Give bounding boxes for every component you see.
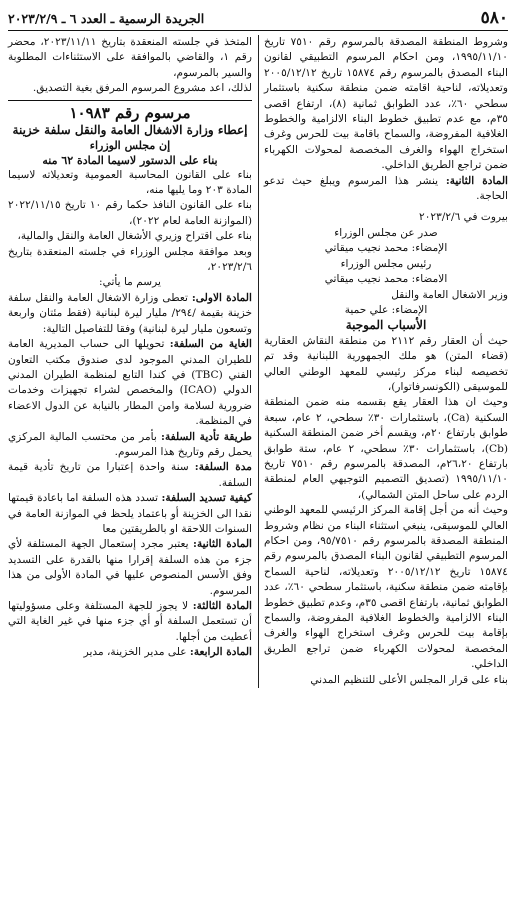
paragraph	[8, 291, 252, 337]
centered-line	[264, 241, 508, 256]
paragraph	[264, 395, 508, 503]
article-label: مدة السلفة:	[194, 461, 252, 474]
paragraph	[264, 673, 508, 688]
paragraph-text: بأمر من محتسب المالية المركزي يحمل رقم وتاريخ هذا المرسوم.	[8, 430, 252, 458]
paragraph-text: يرسم ما يأتي:	[99, 276, 161, 289]
paragraph	[8, 537, 252, 599]
paragraph-text: بناء على القانون النافذ حكما رقم ١٠ تاريخ ٢٠٢٢/١١/١٥ (الموازنة العامة لعام ٢٠٢٢)،	[8, 199, 252, 227]
paragraph-text: بناء على اقتراح وزيري الأشغال العامة والنقل والمالية،	[17, 230, 252, 243]
page-number: ٥٨٠	[480, 8, 508, 28]
paragraph-text: الامضاء: محمد نجيب ميقاتي	[324, 273, 448, 286]
paragraph-text: الإمضاء: محمد نجيب ميقاتي	[324, 242, 448, 255]
article-label: المادة الرابعة:	[189, 646, 252, 659]
paragraph	[264, 174, 508, 205]
paragraph-text: إن مجلس الوزراء	[89, 138, 171, 152]
centered-line	[264, 257, 508, 272]
centered-line	[264, 226, 508, 241]
paragraph-text: تسدد هذه السلفة اما باعادة قيمتها نقدا الى الخزينة أو باعتماد يلحظ في الموازنة العامة في السنوات اللاحقة او بالطريقتين معا	[8, 492, 252, 535]
paragraph	[8, 198, 252, 229]
paragraph-text: بناء على قرار المجلس الأعلى للتنظيم المدني	[310, 673, 508, 686]
paragraph-text: تعطى وزارة الاشغال العامة والنقل سلفة خزينة بقيمة /٢٩٤/ مليار ليرة لبنانية (فقط مئتان واربعة وتسعون مليار ليرة لبنانية) وفقا للتفاصيل التالية:	[8, 291, 252, 335]
paragraph-text: يعتبر مجرد إستعمال الجهة المستلفة لأي جزء من هذه السلفة إقرارا منها بالقدرة على التسديد وفق الأسس المنصوص عليها في المادة الأولى من هذا المرسوم.	[8, 538, 252, 597]
paragraph	[8, 337, 252, 429]
gazette-title: الجريدة الرسمية ـ العدد ٦ ـ ٢٠٢٣/٢/٩	[8, 10, 205, 26]
paragraph	[8, 81, 252, 96]
paragraph	[264, 334, 508, 396]
article-label: طريقة تأدية السلفة:	[161, 430, 252, 443]
paragraph	[8, 168, 252, 199]
divider	[8, 100, 252, 101]
page-header	[8, 6, 508, 31]
heading	[8, 138, 252, 153]
paragraph-text: تحويلها الى حساب المديرية العامة للطيران المدني الموجود لدى صندوق مكتب التعاون الفني (TBC) في كندا التابع لمنظمة الطيران المدني الدولي (ICAO) والمخصص لشراء تجهيزات وخدمات ضرورية لسلامة وامن المطار بالنيابة عن الدول الاعضاء في المنظمة.	[8, 338, 252, 428]
paragraph-text: بيروت في ٢٠٢٣/٢/٦	[419, 211, 508, 224]
article-label: كيفية تسديد السلفة:	[161, 492, 252, 505]
paragraph	[8, 229, 252, 244]
paragraph-text: وحيث ان هذا العقار يقع بقسمه منه ضمن المنطقة السكنية (Ca)، باستثمارات ٣٠٪ سطحي، ٢ عام، سبعة طوابق بارتفاع ٢٠م، ويقسم أخر ضمن المنطقة السكنية (Cb)، باستثمارات ٣٠٪ سطحي، ٢ عام، ستة طوابق بارتفاع ٢٦،٢٠م، المصدقة بالمرسوم رقم ٧٥١٠ تاريخ ١٩٩٥/١١/١٠ (تصديق التصميم التوجيهي العام لمنطقة الردم على ساحل المتن الشمالي)،	[264, 396, 509, 501]
paragraph-text: الإمضاء: علي حمية	[344, 303, 428, 316]
right-column	[264, 35, 508, 688]
paragraph-text: صدر عن مجلس الوزراء	[334, 226, 438, 239]
paragraph	[264, 288, 508, 303]
article-label: المادة الاولى:	[191, 291, 252, 304]
paragraph-text: حيث أن العقار رقم ٢١١٢ من منطقة النقاش العقارية (قضاء المتن) هو ملك الجمهورية اللبنانية وقد تم تخصيصه لبناء مركز رئيسي للمعهد الوطني العالي للموسيقى (الكونسرفاتوار)،	[264, 334, 509, 393]
paragraph	[8, 491, 252, 537]
article-label: الغاية من السلفة:	[169, 338, 252, 351]
paragraph	[264, 503, 508, 672]
paragraph-text: الأسباب الموجبة	[345, 318, 427, 333]
paragraph-text: وحيث أنه من أجل إقامة المركز الرئيسي للمعهد الوطني العالي للموسيقى، ينبغي استثناء البناء من نظام وشروط المنطقة المصدقة بالمرسوم رقم ٩٥/٧٥١٠، ومن احكام المرسوم التطبيقي لقانون البناء المصدق بالمرسوم رقم ١٥٨٧٤ تاريخ ٢٠٠٥/١٢/١٢ وتعديلاته، لناحية السماح بإقامته ضمن منطقة سكنية، باستثمار سطحي ٦٠٪، عدد الطوابق ثمانية، بارتفاع اقصى ٣٥م، وعدم تطبيق خطوط البناء الالزامية والخطوط الغلافية المفروضة، والسماح بإقامة بيت للحرس وغرف استخراج الهواء والغرف المخصصة لمحولات الكهرباء ضمن تراجع الطريق الداخلي.	[264, 504, 509, 671]
paragraph	[8, 460, 252, 491]
paragraph	[264, 210, 508, 225]
paragraph-text: لذلك، اعد مشروع المرسوم المرفق بغية التصديق.	[32, 82, 252, 95]
paragraph-text: لا يجوز للجهة المستلفة وعلى مسؤوليتها أن تستعمل السلفة أو أي جزء منها في غير الغاية التي أعطيت من أجلها.	[8, 600, 252, 643]
centered-line	[264, 272, 508, 287]
paragraph-text: وبعد موافقة مجلس الوزراء في جلسته المنعقدة بتاريخ ٢٠٢٣/٢/٦،	[8, 245, 252, 274]
heading	[8, 122, 252, 138]
text-columns	[8, 35, 508, 688]
paragraph-text: سنة واحدة إعتبارا من تاريخ تأدية قيمة السلفة.	[8, 461, 252, 489]
paragraph-text: وزير الاشغال العامة والنقل	[391, 288, 508, 301]
heading	[264, 318, 508, 333]
paragraph	[8, 430, 252, 461]
left-column	[8, 35, 252, 688]
heading	[8, 104, 252, 122]
article-label: المادة الثانية:	[193, 538, 253, 551]
paragraph	[8, 245, 252, 276]
centered-line	[264, 303, 508, 318]
paragraph-text: المتخذ في جلسته المنعقدة بتاريخ ٢٠٢٣/١١/١١، محضر رقم ١، والقاضي بالموافقة على الاستثناءات المطلوبة والسير بالمرسوم،	[8, 36, 252, 79]
heading	[8, 153, 252, 168]
paragraph-text: مرسوم رقم ١٠٩٨٣	[69, 103, 191, 122]
paragraph	[8, 645, 252, 660]
article-label: المادة الثالثة:	[192, 600, 252, 612]
paragraph-text: بناء على الدستور لاسيما المادة ٦٢ منه	[42, 153, 218, 167]
paragraph	[8, 35, 252, 81]
paragraph-text: إعطاء وزارة الاشغال العامة والنقل سلفة خزينة	[12, 122, 248, 137]
paragraph-text: على مدير الخزينة، مدير	[83, 646, 190, 659]
paragraph-text: رئيس مجلس الوزراء	[340, 257, 432, 270]
paragraph	[8, 599, 252, 645]
paragraph-text: ينشر هذا المرسوم ويبلغ حيث تدعو الحاجة.	[264, 174, 508, 203]
centered-line	[8, 275, 252, 290]
paragraph-text: وشروط المنطقة المصدقة بالمرسوم رقم ٧٥١٠ تاريخ ١٩٩٥/١١/١٠، ومن احكام المرسوم التطبيقي لقانون البناء المصدق بالمرسوم رقم ١٥٨٧٤ تاريخ ٢٠٠٥/١٢/١٢ وتعديلاته، لناحية اقامته ضمن منطقة سكنية باستثمار سطحي ٦٠٪، عدد الطوابق ثمانية (٨)، ارتفاع اقصى ٣٥م، مع عدم تطبيق خطوط البناء الالزامية والخطوط الغلافية المفروضة، والسماح باقامة بيت للحرس وغرف استخراج الهواء والغرف المخصصة لمحولات الكهرباء ضمن تراجع الطريق الداخلي.	[264, 36, 508, 172]
article-label: المادة الثانية:	[445, 174, 508, 187]
paragraph	[264, 35, 508, 174]
paragraph-text: بناء على القانون المحاسبة العمومية وتعديلاته لاسيما المادة ٢٠٣ وما يليها منه،	[8, 168, 252, 197]
